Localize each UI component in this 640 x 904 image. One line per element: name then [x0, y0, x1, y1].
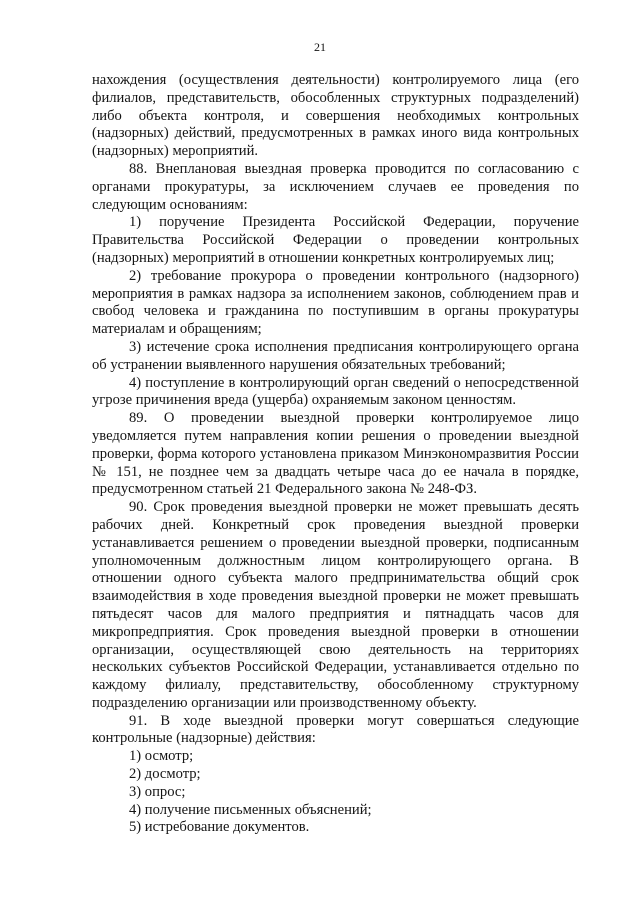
paragraph-88-item-1: 1) поручение Президента Российской Федерации, поручение Правительства Российской Федерации о проведении контрольных (надзорных) мероприятий в отношении конкретных контролируемых лиц;	[92, 214, 579, 266]
paragraph-88-item-4: 4) поступление в контролирующий орган сведений о непосредственной угрозе причинения вреда (ущерба) охраняемым законом ценностям.	[92, 374, 579, 409]
list-item: 5) истребование документов.	[129, 819, 310, 836]
page-number: 21	[314, 40, 326, 54]
list-item: 2) досмотр;	[129, 766, 201, 783]
list-item: 3) опрос;	[129, 783, 186, 800]
document-body	[92, 72, 579, 837]
paragraph-88-item-3: 3) истечение срока исполнения предписания контролирующего органа об устранении выявленного нарушения обязательных требований;	[92, 338, 579, 373]
paragraph-90: 90. Срок проведения выездной проверки не может превышать десять рабочих дней. Конкретный срок проведения выездной проверки устанавливается решением о проведении выездной проверки, подписанным уполномоченным должностным лицом контролирующего органа. В отношении одного субъекта малого предпринимательства общий срок взаимодействия в ходе проведения выездной проверки не может превышать пятьдесят часов для малого предприятия и пятнадцать часов для микропредприятия. Срок проведения выездной проверки в отношении организации, осуществляющей свою деятельность на территориях нескольких субъектов Российской Федерации, устанавливается отдельно по каждому филиалу, представительству, обособленному структурному подразделению организации или производственному объекту.	[92, 499, 579, 711]
paragraph-89: 89. О проведении выездной проверки контролируемое лицо уведомляется путем направления копии решения о проведении выездной проверки, форма которого установлена приказом Минэкономразвития России № 151, не позднее чем за двадцать четыре часа до ее начала в порядке, предусмотренном статьей 21 Федерального закона № 248-ФЗ.	[92, 410, 579, 498]
paragraph-88: 88. Внеплановая выездная проверка проводится по согласованию с органами прокуратуры, за исключением случаев ее проведения по следующим основаниям:	[92, 160, 579, 213]
paragraph-continuation: нахождения (осуществления деятельности) контролируемого лица (его филиалов, представительств, обособленных структурных подразделений) либо объекта контроля, и совершения необходимых контрольных (надзорных) действий, предусмотренных в рамках иного вида контрольных (надзорных) мероприятий.	[92, 72, 579, 160]
paragraph-91: 91. В ходе выездной проверки могут совершаться следующие контрольные (надзорные) действия:	[92, 712, 579, 747]
list-item: 1) осмотр;	[129, 748, 194, 765]
list-item: 4) получение письменных объяснений;	[129, 801, 372, 818]
paragraph-88-item-2: 2) требование прокурора о проведении контрольного (надзорного) мероприятия в рамках надзора за исполнением законов, соблюдением прав и свобод человека и гражданина по поступившим в органы прокуратуры материалам и обращениям;	[92, 267, 579, 338]
